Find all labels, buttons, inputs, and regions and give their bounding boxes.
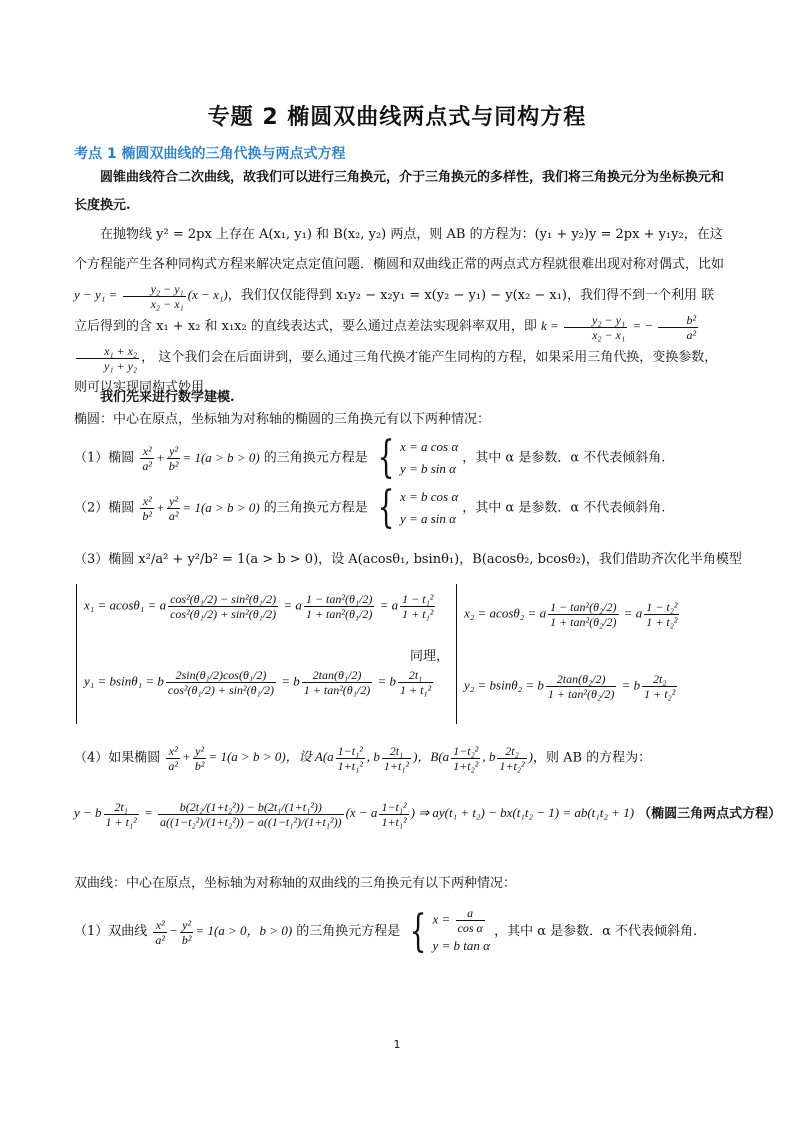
x1-substitution: x₁ = acosθ₁ = a $\frac{\text{cos²(θ₁/2) − sin²(θ₁/2)}}{\text{cos²(θ₁/2) + sin²(θ₁/2)}}$ = a $\frac{\text{1 − tan²(θ₁/2)}}{\text{1 + tan²(θ₁/2)}}$ = a $\frac{\text{1 − t₁²}}{\text{1 + t₁²}}$ bbox=[84, 592, 434, 621]
two-point-formula: y − y₁ = $\frac{\text{y₂ − y₁}}{\text{x₂ − x₁}}$ (x − x₁) bbox=[74, 281, 228, 311]
system-brace-left bbox=[76, 584, 77, 724]
page-title: 专题 2 椭圆双曲线两点式与同构方程 bbox=[207, 105, 587, 130]
ellipse-case-2: （2）椭圆 $\frac{\text{x²}}{\text{b²}}$ + $\frac{\text{y²}}{\text{a²}}$ = 1(a > b > 0) 的三角换元方程是 { x = b cos α y = a sin α ，其中 α 是参数．α 不代表倾斜角. bbox=[74, 482, 666, 533]
similarly-label: 同理， bbox=[410, 649, 450, 664]
hyperbola-case-1: （1）双曲线 $\frac{\text{x²}}{\text{a²}}$ − $\frac{\text{y²}}{\text{b²}}$ = 1(a > 0，b > 0) 的三角换元方程是 { x = $\frac{a}{\text{cos α}}$ y = b tan α ，其中 α 是参数．α 不代表倾斜角. bbox=[74, 905, 698, 957]
page-number: 1 bbox=[393, 1038, 401, 1051]
ellipse-case-3: （3）椭圆 x²/a² + y²/b² = 1(a > b > 0)，设 A(acosθ₁, bsinθ₁)，B(acosθ₂, bcosθ₂)，我们借助齐次化半角模型 bbox=[74, 552, 742, 567]
x2-substitution: x₂ = acosθ₂ = a $\frac{\text{1 − tan²(θ₂/2)}}{\text{1 + tan²(θ₂/2)}}$ = a $\frac{\text{1 − t₂²}}{\text{1 + t₂²}}$ bbox=[464, 600, 678, 629]
slope-formula: k = $\frac{\text{y₂ − y₁}}{\text{x₂ − x₁}}$ = − $\frac{\text{b²}}{\text{a²}}$ $\frac{\text{x₁ + x₂}}{\text{y₁ + y₂}}$ bbox=[74, 318, 700, 364]
hyperbola-intro: 双曲线：中心在原点，坐标轴为对称轴的双曲线的三角换元有以下两种情况： bbox=[74, 876, 517, 891]
modeling-line: 我们先来进行数学建模. bbox=[100, 390, 235, 405]
intro-paragraph: 圆锥曲线符合二次曲线，故我们可以进行三角换元，介于三角换元的多样性，我们将三角换元分为坐标换元和长度换元. bbox=[74, 170, 725, 213]
ellipse-case-1: （1）椭圆 $\frac{\text{x²}}{\text{a²}}$ + $\frac{\text{y²}}{\text{b²}}$ = 1(a > b > 0) 的三角换元方程是 { x = a cos α y = b sin α ，其中 α 是参数．α 不代表倾斜角. bbox=[74, 432, 666, 483]
system-brace-right bbox=[456, 584, 457, 724]
ellipse-intro: 椭圆：中心在原点，坐标轴为对称轴的椭圆的三角换元有以下两种情况： bbox=[74, 412, 491, 427]
section-heading: 考点 1 椭圆双曲线的三角代换与两点式方程 bbox=[74, 146, 346, 162]
ellipse-two-point-equation: y − b $\frac{\text{2t₁}}{\text{1 + t₁²}}$ = $\frac{\text{b(2t₂/(1+t₂²)) − b(2t₁/(1+t₁²))}}{\text{a((1−t₂²)/(1+t₂²)) − a((1−t₁²)/(1+t₁²))}}$ (x − a $\frac{\text{1−t₁²}}{\text{1+t₁²}}$ ) ⇒ ay(t₁ + t₂) − bx(t₁t₂ − 1) = ab(t₁t₂ + 1) （椭圆三角两点式方程） bbox=[74, 800, 782, 829]
parabola-paragraph: 在抛物线 y² = 2px 上存在 A(x₁, y₁) 和 B(x₂, y₂) 两点，则 AB 的方程为：(y₁ + y₂)y = 2px + y₁y₂，在这个方程能产生各种同构式方程来解决定点定值问题．椭圆和双曲线正常的两点式方程就很难出现对称对偶式，比如 y − y₁ = $\frac{\text{y₂ − y₁}}{\text{x₂ − x₁}}$ (x − x₁)，我们仅仅能得到 x₁y₂ − x₂y₁ = x(y₂ − y₁) − y(x₂ − x₁)，我们得不到一个利用 联立后得到的含 x₁ + x₂ 和 x₁x₂ 的直线表达式，要么通过点差法实现斜率双用，即 k = $\frac{\text{y₂ − y₁}}{\text{x₂ − x₁}}$ = − $\frac{\text{b²}}{\text{a²}}$ $\frac{\text{x₁ + x₂}}{\text{y₁ + y₂}}$ ， 这个我们会在后面讲到，要么通过三角代换才能产生同构的方程，如果采用三角代换，变换参数，则可以实现同构式妙用. bbox=[74, 227, 725, 395]
parabola-text-a: 在抛物线 y² = 2px 上存在 A(x₁, y₁) 和 B(x₂, y₂) 两点，则 AB 的方程为：(y₁ + y₂)y = 2px + y₁y₂，在这个方程能产生各种同构式方程来解决定点定值问题．椭圆和双曲线正常的两点式方程就很难出现对称对偶式，比如 bbox=[74, 227, 725, 272]
parabola-text-c: 联立后得到的含 x₁ + x₂ 和 x₁x₂ 的直线表达式，要么通过点差法实现斜率双用，即 bbox=[74, 288, 715, 334]
y2-substitution: y₂ = bsinθ₂ = b $\frac{\text{2tan(θ₂/2)}}{\text{1 + tan²(θ₂/2)}}$ = b $\frac{\text{2t₂}}{\text{1 + t₂²}}$ bbox=[464, 672, 676, 701]
y1-substitution: y₁ = bsinθ₁ = b $\frac{\text{2sin(θ₁/2)cos(θ₁/2)}}{\text{cos²(θ₁/2) + sin²(θ₁/2)}}$ = b $\frac{\text{2tan(θ₁/2)}}{\text{1 + tan²(θ₁/2)}}$ = b $\frac{\text{2t₁}}{\text{1 + t₁²}}$ bbox=[84, 668, 432, 697]
ellipse-case-4: （4）如果椭圆 $\frac{\text{x²}}{\text{a²}}$ + $\frac{\text{y²}}{\text{b²}}$ = 1(a > b > 0)，设 A(a $\frac{\text{1−t₁²}}{\text{1+t₁²}}$ , b $\frac{\text{2t₁}}{\text{1+t₁²}}$ )，B(a $\frac{\text{1−t₂²}}{\text{1+t₂²}}$ , b $\frac{\text{2t₂}}{\text{1+t₂²}}$ )，则 AB 的方程为： bbox=[74, 744, 652, 773]
parabola-text-d: 这个我们会在后面讲到，要么通过三角代换才能产生同构的方程，如果采用三角代换，变换参数，则可以实现同构式妙用. bbox=[74, 350, 718, 395]
parabola-text-b: ，我们仅仅能得到 x₁y₂ − x₂y₁ = x(y₂ − y₁) − y(x₂ − x₁)，我们得不到一个利用 bbox=[227, 288, 697, 303]
